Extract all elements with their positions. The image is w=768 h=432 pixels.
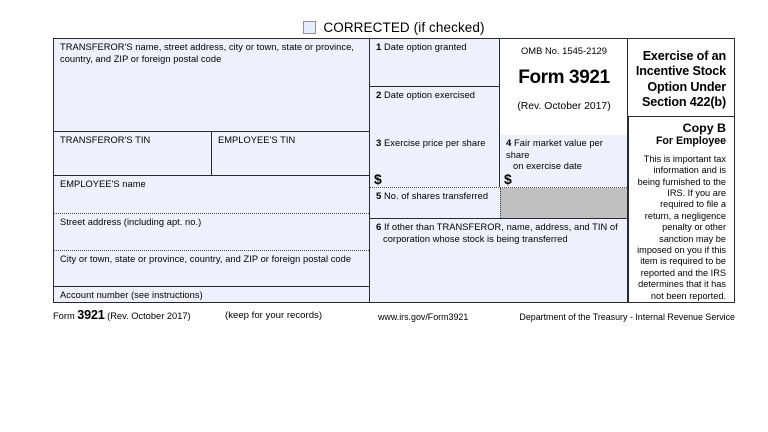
copy-recipient: For Employee	[655, 134, 726, 147]
box4-number: 4	[506, 138, 512, 149]
legal-notice: This is important tax information and is being furnished to the IRS. If you are required to file a return, a negligence penalty or other sanction may be imposed on you if this item is required to be reported and the IRS determines that it has not been reported.	[637, 153, 726, 301]
box5-number: 5	[376, 191, 382, 202]
left-column	[54, 39, 370, 302]
box6-other-corporation[interactable]	[370, 219, 627, 302]
omb-number: OMB No. 1545-2129	[521, 45, 607, 56]
footer-keep-records: (keep for your records)	[225, 310, 323, 321]
employee-tin-caption: EMPLOYEE'S TIN	[218, 135, 296, 146]
form-title-line2: Incentive Stock	[635, 64, 726, 79]
footer-form-label: Form	[53, 311, 75, 321]
form-title-block	[628, 39, 734, 117]
box3-exercise-price-per-share[interactable]	[370, 135, 500, 187]
form-title-line1: Exercise of an	[642, 49, 726, 63]
date-and-omb-row	[370, 39, 627, 135]
box2-caption: Date option exercised	[384, 90, 476, 100]
price-row	[370, 135, 627, 188]
employee-tin-field[interactable]	[212, 132, 369, 175]
box5-caption: No. of shares transferred	[384, 191, 489, 201]
box6-caption-line2: corporation whose stock is being transferred	[383, 233, 568, 244]
employee-name-field[interactable]	[54, 176, 369, 214]
footer-form-revision: (Rev. October 2017)	[107, 311, 191, 321]
box4-caption: Fair market value per share	[506, 138, 603, 160]
transferor-tin-field[interactable]	[54, 132, 212, 175]
form-frame	[53, 38, 735, 303]
box3-currency-symbol: $	[374, 171, 382, 187]
form-revision: (Rev. October 2017)	[517, 101, 611, 112]
employee-name-caption: EMPLOYEE'S name	[60, 178, 146, 189]
copy-designation: Copy B	[682, 120, 726, 135]
date-boxes-group	[370, 39, 500, 135]
right-column	[628, 39, 734, 302]
transferor-caption: TRANSFEROR'S name, street address, city or town, state or province, country, and ZIP or foreign postal code	[60, 42, 354, 64]
form-title-line3: Option Under	[647, 79, 726, 94]
box6-number: 6	[376, 222, 382, 233]
form-name: Form 3921	[518, 67, 610, 88]
shaded-block	[500, 188, 627, 218]
account-number-caption: Account number (see instructions)	[60, 290, 203, 301]
box4-caption-line2: on exercise date	[513, 161, 583, 172]
corrected-label: CORRECTED (if checked)	[323, 19, 485, 35]
box4-fair-market-value-per-share[interactable]	[500, 135, 627, 187]
account-number-field[interactable]	[54, 287, 369, 302]
box1-number: 1	[376, 42, 382, 53]
street-address-field[interactable]	[54, 214, 369, 251]
footer-form-identifier	[53, 308, 191, 323]
copy-block	[628, 117, 734, 302]
box1-date-option-granted[interactable]	[370, 39, 499, 87]
corrected-header	[53, 18, 735, 36]
street-address-caption: Street address (including apt. no.)	[60, 216, 202, 227]
box6-caption: If other than TRANSFEROR, name, address, and TIN of	[384, 222, 618, 232]
tin-row	[54, 132, 369, 176]
box3-number: 3	[376, 138, 382, 149]
box3-caption: Exercise price per share	[384, 138, 486, 148]
middle-column	[370, 39, 628, 302]
footer-form-number: 3921	[77, 308, 105, 322]
form-title-line4: Section 422(b)	[642, 95, 726, 110]
omb-block	[500, 39, 627, 135]
box1-caption: Date option granted	[384, 42, 467, 52]
box2-date-option-exercised[interactable]	[370, 87, 499, 135]
shares-row	[370, 188, 627, 219]
corrected-checkbox[interactable]	[303, 21, 316, 34]
transferor-tin-caption: TRANSFEROR'S TIN	[60, 135, 151, 146]
transferor-field[interactable]	[54, 39, 369, 132]
city-state-zip-caption: City or town, state or province, country, and ZIP or foreign postal code	[60, 253, 352, 264]
box2-number: 2	[376, 90, 382, 101]
box4-currency-symbol: $	[504, 171, 512, 187]
box5-no-of-shares-transferred[interactable]	[370, 188, 500, 218]
city-state-zip-field[interactable]	[54, 251, 369, 288]
footer-department: Department of the Treasury - Internal Revenue Service	[519, 312, 735, 322]
footer-irs-url[interactable]: www.irs.gov/Form3921	[378, 312, 469, 322]
form-footer	[53, 308, 735, 324]
